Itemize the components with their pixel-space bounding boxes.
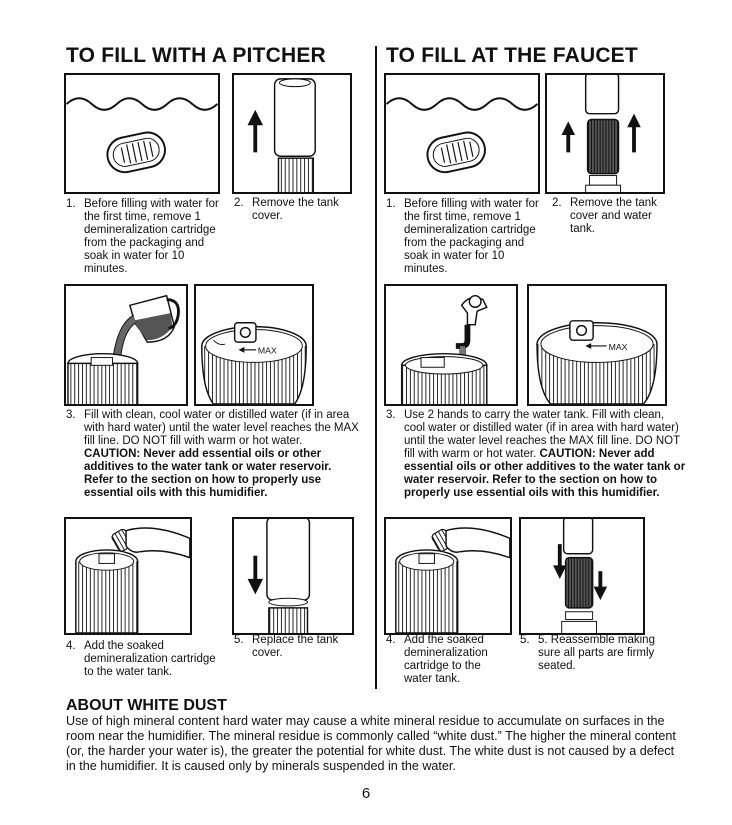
max-label: MAX [257,345,277,356]
replace-cover-illustration [232,517,354,635]
faucet-step-2: 2. Remove the tank cover and water tank. [552,197,657,235]
faucet-step-3: 3. Use 2 hands to carry the water tank. Fill with clean, cool water or distilled water (if in area with hard water) until the water level reaches the MAX fill line. DO NOT fill with warm or hot water. CAUTION: Never add essential oils or other additives to the water tank or water reservoir. Refer to the section on how to properly use essential oils with this humidifier. [386,409,686,499]
add-cartridge-illustration [64,517,192,635]
pitcher-step-1: 1. Before filling with water for the first time, remove 1 demineralization cartridge from the packaging and soak in water for 10 minutes. [66,198,219,275]
white-dust-body: Use of high mineral content hard water may cause a white mineral residue to accumulate on surfaces in the room near the humidifier. The mineral residue is commonly called “white dust.” The higher the mineral content (or, the harder your water is), the greater the potential for white dust. The white dust is not caused by a defect in the humidifier. It is caused only by minerals suspended in the water. [66,714,676,773]
faucet-step-1: 1. Before filling with water for the first time, remove 1 demineralization cartridge from the packaging and soak in water for 10 minutes. [386,198,539,275]
pitcher-step-2: 2. Remove the tank cover. [234,197,339,222]
remove-tank-illustration [545,73,665,194]
faucet-fill-illustration [384,284,518,406]
remove-cover-illustration [232,73,352,194]
max-line-illustration-faucet [527,284,667,406]
reassemble-illustration [519,517,645,635]
max-line-illustration [194,284,314,406]
cartridge-soak-illustration-faucet [384,73,540,194]
column-divider [375,46,377,689]
faucet-step-5: 5. 5. Reassemble making sure all parts are firmly seated. [520,634,655,672]
faucet-step-4: 4. Add the soaked demineralization cartridge to the water tank. [386,634,488,685]
pitcher-pour-illustration [64,284,188,406]
pitcher-section-title: TO FILL WITH A PITCHER [66,44,326,67]
max-label-faucet: MAX [608,341,628,352]
pitcher-step-4: 4. Add the soaked demineralization cartridge to the water tank. [66,640,216,678]
add-cartridge-illustration-faucet [384,517,512,635]
cartridge-soak-illustration [64,73,220,194]
white-dust-heading: ABOUT WHITE DUST [66,697,227,714]
pitcher-step-5: 5. Replace the tank cover. [234,634,339,659]
page-number: 6 [361,785,371,802]
pitcher-step-3: 3. Fill with clean, cool water or distilled water (if in area with hard water) until the water level reaches the MAX fill line. DO NOT fill with warm or hot water. CAUTION: Never add essential oils or other additives to the water tank or water reservoir. Refer to the section on how to properly use essential oils with this humidifier. [66,409,359,499]
faucet-section-title: TO FILL AT THE FAUCET [386,44,638,67]
